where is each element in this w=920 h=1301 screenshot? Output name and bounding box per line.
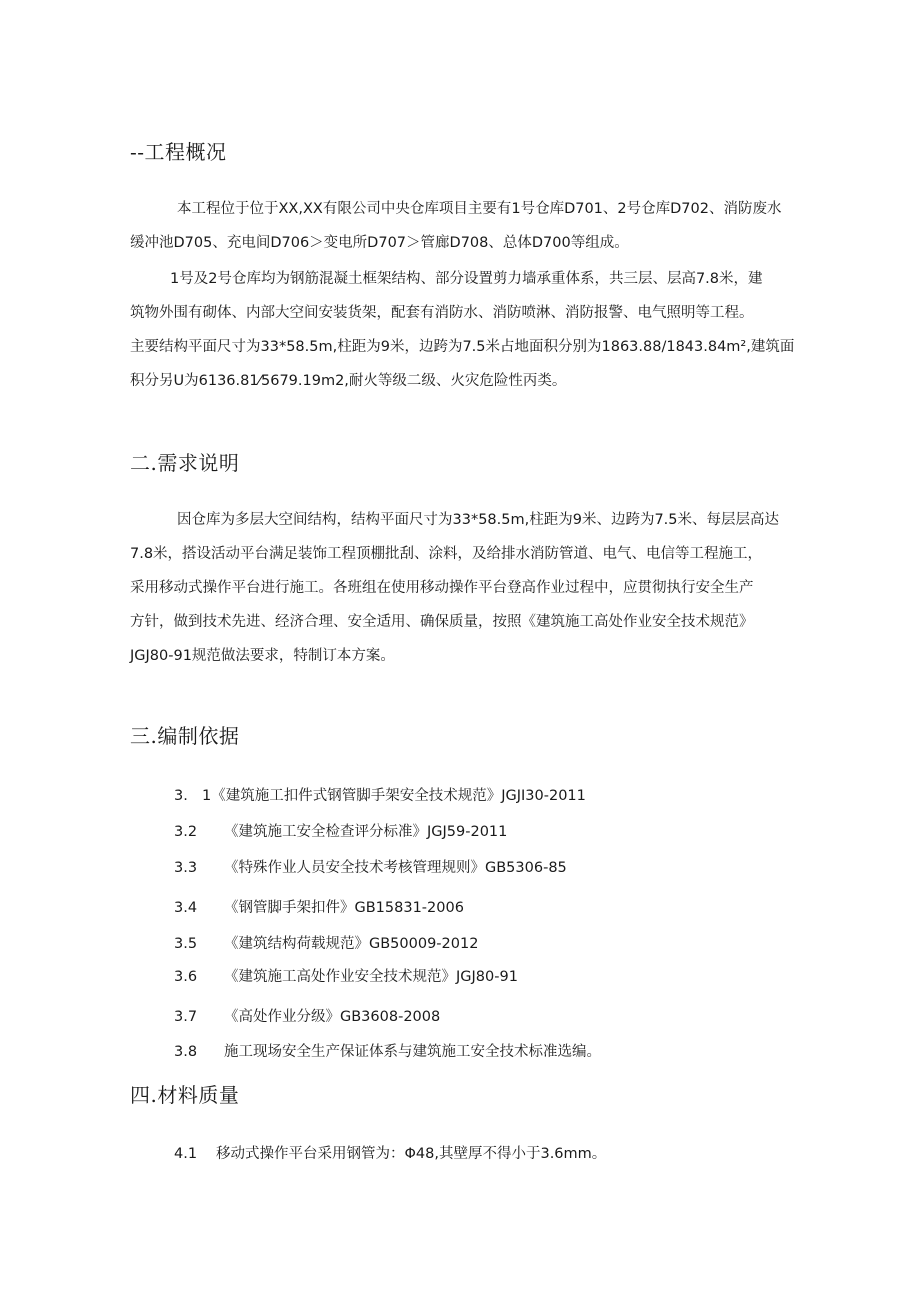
requirements-paragraph [130,503,810,673]
overview-paragraph-1 [130,192,810,260]
section-title-requirements: 二.需求说明 [130,451,240,475]
reference-text: 《特殊作业人员安全技术考核管理规则》GB5306-85 [224,860,567,876]
reference-item [174,1005,440,1026]
reference-text: 《建筑施工安全检查评分标准》JGJ59-2011 [224,824,508,840]
material-item-number: 4.1 [174,1146,198,1162]
material-item-text: 移动式操作平台采用钢管为：Φ48,其壁厚不得小于3.6mm。 [216,1146,607,1162]
text-line: 积分另U为6136.81⁄5679.19m2,耐火等级二级、火灾危险性丙类。 [130,373,567,389]
reference-item [174,784,586,805]
reference-item [174,896,464,917]
reference-number: 3.3 [174,860,198,876]
reference-text: 1《建筑施工扣件式钢管脚手架安全技术规范》JGJI30-2011 [202,788,586,804]
text-line: 本工程位于位于XX,XX有限公司中央仓库项目主要有1号仓库D701、2号仓库D702、消防废水 [177,201,782,217]
material-item [174,1142,606,1163]
text-line: 因仓库为多层大空间结构，结构平面尺寸为33*58.5m,柱距为9米、边跨为7.5米、每层层高达 [177,512,780,528]
reference-number: 3. [174,788,188,804]
section-title-basis: 三.编制依据 [130,724,240,748]
overview-paragraph-2 [130,262,810,398]
text-line: JGJ80-91规范做法要求，特制订本方案。 [130,648,395,664]
text-line: 缓冲池D705、充电间D706＞变电所D707＞管廊D708、总体D700等组成。 [130,235,629,251]
section-title-overview: --工程概况 [130,140,227,164]
reference-text: 《高处作业分级》GB3608-2008 [224,1009,441,1025]
reference-text: 施工现场安全生产保证体系与建筑施工安全技术标准选编。 [224,1044,601,1060]
reference-number: 3.2 [174,824,198,840]
section-title-materials: 四.材料质量 [130,1083,240,1107]
reference-text: 《建筑施工高处作业安全技术规范》JGJ80-91 [224,969,518,985]
text-line: 方针，做到技术先进、经济合理、安全适用、确保质量，按照《建筑施工高处作业安全技术规范》 [130,614,754,630]
reference-number: 3.8 [174,1044,198,1060]
reference-number: 3.6 [174,969,198,985]
reference-item [174,820,507,841]
reference-text: 《钢管脚手架扣件》GB15831-2006 [224,900,464,916]
text-line: 筑物外围有砌体、内部大空间安装货架，配套有消防水、消防喷淋、消防报警、电气照明等工程。 [130,305,754,321]
reference-number: 3.5 [174,936,198,952]
reference-number: 3.4 [174,900,198,916]
reference-item [174,965,518,986]
reference-text: 《建筑结构荷载规范》GB50009-2012 [224,936,479,952]
text-line: 1号及2号仓库均为钢筋混凝土框架结构、部分设置剪力墙承重体系，共三层、层高7.8米，建 [170,271,763,287]
reference-item [174,932,478,953]
text-line: 7.8米，搭设活动平台满足装饰工程顶棚批刮、涂料，及给排水消防管道、电气、电信等工程施工， [130,546,763,562]
reference-number: 3.7 [174,1009,198,1025]
text-line: 主要结构平面尺寸为33*58.5m,柱距为9米，边跨为7.5米占地面积分别为1863.88/1843.84m²,建筑面 [130,339,795,355]
reference-item [174,1040,601,1061]
text-line: 采用移动式操作平台进行施工。各班组在使用移动操作平台登高作业过程中，应贯彻执行安全生产 [130,580,754,596]
reference-item [174,856,567,877]
